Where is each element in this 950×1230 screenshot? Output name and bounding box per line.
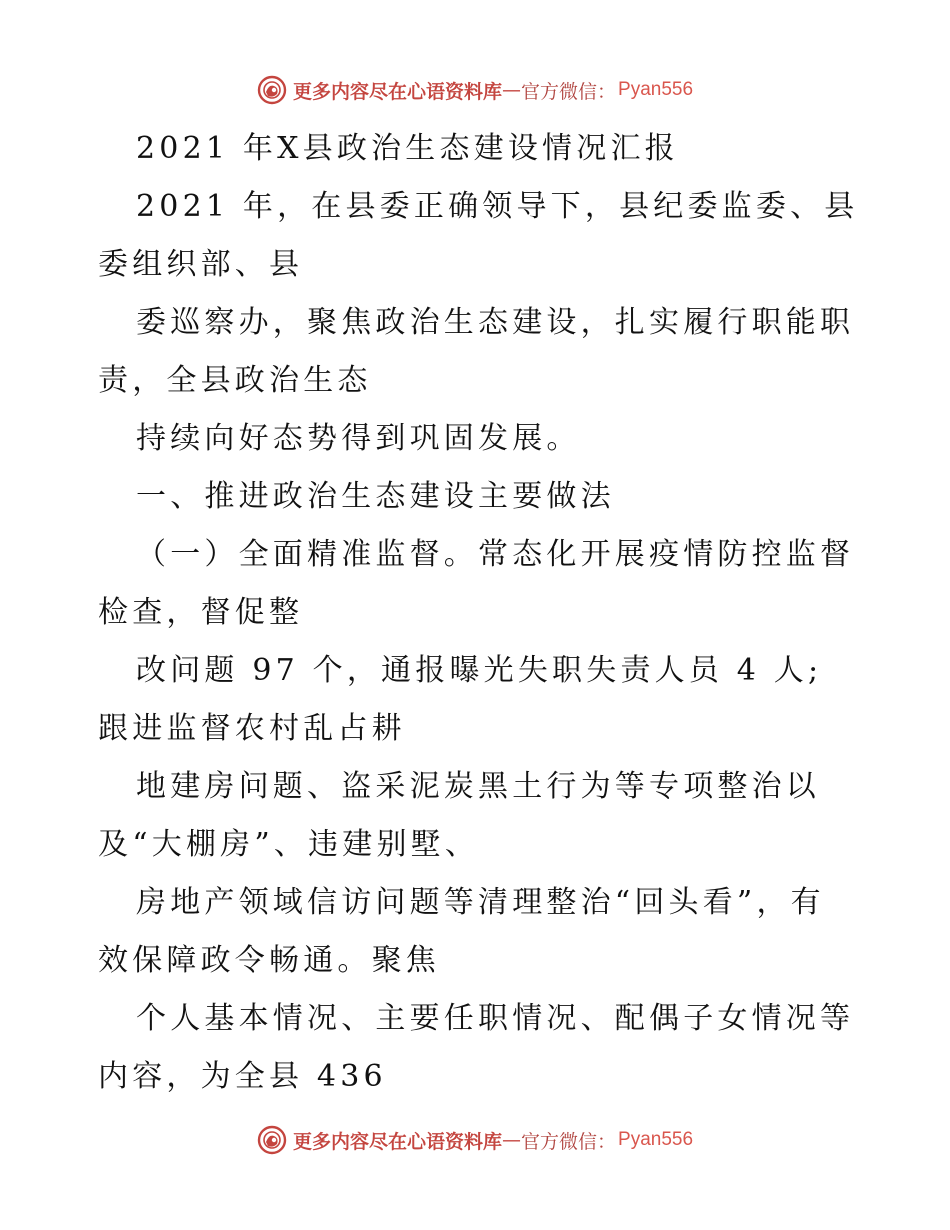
- paragraph-line: 委巡察办，聚焦政治生态建设，扎实履行职能职: [136, 305, 855, 340]
- paragraph-line: 责，全县政治生态: [98, 363, 372, 398]
- paragraph-line: 内容，为全县 436: [98, 1059, 387, 1094]
- header-watermark-banner: [0, 70, 950, 110]
- document-title: 2021 年X县政治生态建设情况汇报: [136, 131, 679, 166]
- banner-text: 更多内容尽在心语资料库: [292, 80, 502, 103]
- paragraph-line: 地建房问题、盗采泥炭黑土行为等专项整治以: [136, 769, 820, 804]
- paragraph-line: 效保障政令畅通。聚焦: [98, 943, 440, 978]
- paragraph-line: 委组织部、县: [98, 247, 304, 282]
- paragraph-line: 个人基本情况、主要任职情况、配偶子女情况等: [136, 1001, 855, 1036]
- document-body: [98, 120, 858, 1106]
- banner-text: 更多内容尽在心语资料库: [292, 1130, 502, 1153]
- banner-wechat-label: 官方微信: [520, 1130, 597, 1153]
- subsection-heading-line: （一）全面精准监督。常态化开展疫情防控监督: [136, 537, 855, 572]
- footer-watermark-banner: [0, 1120, 950, 1160]
- banner-dash: —: [501, 79, 521, 101]
- banner-colon: ：: [597, 80, 617, 103]
- paragraph-line: 检查，督促整: [98, 595, 304, 630]
- banner-colon: ：: [597, 1130, 617, 1153]
- paragraph-line: 房地产领域信访问题等清理整治“回头看”，有: [136, 885, 825, 920]
- banner-dash: —: [501, 1129, 521, 1151]
- paragraph-line: 持续向好态势得到巩固发展。: [136, 421, 581, 456]
- hand-ok-seal-icon: [257, 1125, 287, 1155]
- banner-wechat-label: 官方微信: [520, 80, 597, 103]
- paragraph-line: 跟进监督农村乱占耕: [98, 711, 406, 746]
- banner-account: Pyan556: [618, 79, 694, 100]
- banner-account: Pyan556: [618, 1129, 694, 1150]
- paragraph-line: 改问题 97 个，通报曝光失职失责人员 4 人;: [136, 653, 823, 688]
- hand-ok-seal-icon: [257, 75, 287, 105]
- paragraph-line: 及“大棚房”、违建别墅、: [98, 827, 480, 862]
- paragraph-line: 2021 年，在县委正确领导下，县纪委监委、县: [136, 189, 859, 224]
- section-heading: 一、推进政治生态建设主要做法: [136, 479, 615, 514]
